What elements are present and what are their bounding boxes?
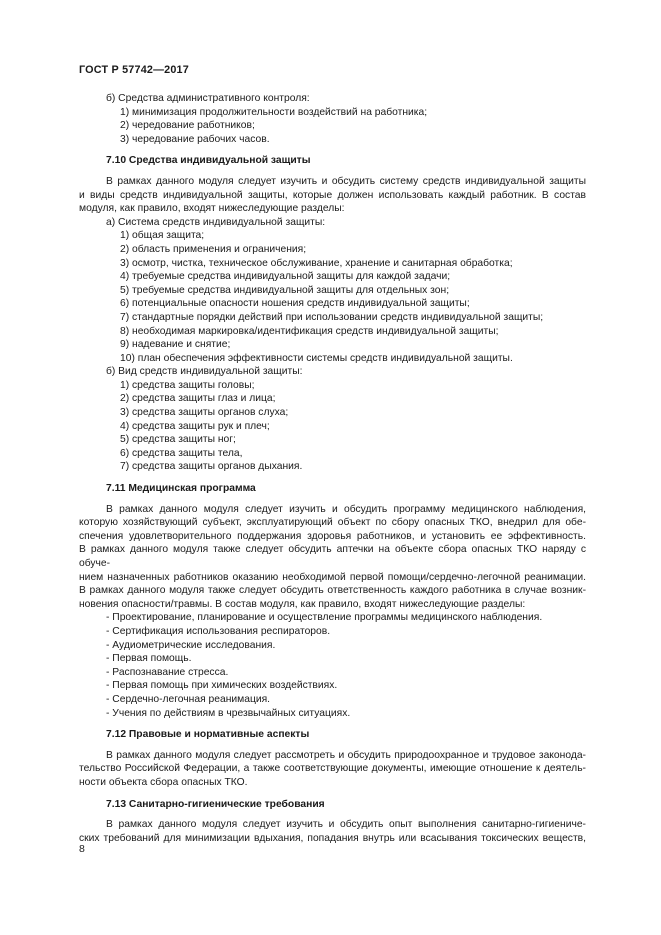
list-item: 4) требуемые средства индивидуальной защиты для каждой задачи; [120, 271, 451, 283]
section-heading-7-10: 7.10 Средства индивидуальной защиты [106, 155, 311, 167]
ppe-type-title: б) Вид средств индивидуальной защиты: [106, 366, 303, 378]
paragraph-line: нием назначенных работников оказанию необходимой первой помощи/сердечно-легочной реанимации. [79, 571, 586, 583]
section-heading-7-12: 7.12 Правовые и нормативные аспекты [106, 729, 310, 741]
paragraph-line: тельство Российской Федерации, а также соответствующие документы, имеющие отношение к деятель- [79, 763, 586, 775]
list-item: 10) план обеспечения эффективности системы средств индивидуальной защиты. [120, 352, 513, 364]
paragraph-line: В рамках данного модуля следует изучить и обсудить программу медицинского наблюдения, [106, 503, 586, 515]
list-item: - Аудиометрические исследования. [106, 639, 276, 651]
list-item: 3) осмотр, чистка, техническое обслуживание, хранение и санитарная обработка; [120, 257, 513, 269]
list-item: 1) средства защиты головы; [120, 379, 255, 391]
paragraph-line: В рамках данного модуля следует рассмотреть и обсудить природоохранное и трудовое законода- [106, 749, 586, 761]
section-heading-7-11: 7.11 Медицинская программа [106, 483, 256, 495]
document-header: ГОСТ Р 57742—2017 [79, 64, 189, 76]
paragraph-line: В рамках данного модуля следует изучить и обсудить опыт выполнения санитарно-гигиениче- [106, 819, 586, 831]
list-item: 1) общая защита; [120, 230, 205, 242]
list-item: 7) средства защиты органов дыхания. [120, 461, 303, 473]
admin-control-title: б) Средства административного контроля: [106, 93, 310, 104]
paragraph-line: ности объекта сбора опасных ТКО. [79, 776, 248, 788]
list-item: - Сертификация использования респираторов. [106, 625, 331, 637]
list-item: - Учения по действиям в чрезвычайных ситуациях. [106, 707, 351, 719]
list-item: 2) средства защиты глаз и лица; [120, 393, 276, 405]
paragraph-line: В рамках данного модуля следует изучить и обсудить систему средств индивидуальной защиты [106, 175, 586, 187]
list-item: 9) надевание и снятие; [120, 339, 231, 351]
list-item: - Первая помощь. [106, 653, 192, 665]
paragraph-line: В рамках данного модуля также следует обсудить аптечки на объекте сбора опасных ТКО наряду с обуче- [79, 544, 586, 569]
paragraph-line: новения опасности/травмы. В состав модуля, как правило, входят нижеследующие разделы: [79, 598, 526, 610]
list-item: 6) средства защиты тела, [120, 447, 243, 459]
list-item: 8) необходимая маркировка/идентификация средств индивидуальной защиты; [120, 325, 499, 337]
page-content [79, 92, 586, 845]
list-item: 5) средства защиты ног; [120, 434, 236, 446]
list-item: - Проектирование, планирование и осуществление программы медицинского наблюдения. [106, 612, 543, 624]
list-item: - Распознавание стресса. [106, 666, 229, 678]
ppe-system-title: а) Система средств индивидуальной защиты: [106, 216, 326, 228]
list-item: - Первая помощь при химических воздействиях. [106, 680, 338, 692]
list-item: 2) область применения и ограничения; [120, 243, 307, 255]
paragraph-line: ских требований для минимизации вдыхания, попадания внутрь или всасывания токсических веществ, [79, 832, 586, 844]
list-item: 3) средства защиты органов слуха; [120, 407, 289, 419]
list-item: 5) требуемые средства индивидуальной защиты для отдельных зон; [120, 284, 450, 296]
list-item: 4) средства защиты рук и плеч; [120, 420, 270, 432]
list-item: - Сердечно-легочная реанимация. [106, 693, 271, 705]
section-heading-7-13: 7.13 Санитарно-гигиенические требования [106, 798, 325, 810]
paragraph-line: В рамках данного модуля также следует обсудить ответственность каждого работника в случае возник- [79, 585, 586, 597]
list-item: 2) чередование работников; [120, 120, 255, 132]
paragraph-line: модуля, как правило, входят нижеследующие разделы: [79, 203, 345, 215]
list-item: 7) стандартные порядки действий при использовании средств индивидуальной защиты; [120, 311, 544, 323]
page-number: 8 [79, 843, 85, 855]
list-item: 6) потенциальные опасности ношения средств индивидуальной защиты; [120, 298, 470, 310]
paragraph-line: и виды средств индивидуальной защиты, которые должен использовать каждый работник. В состав [79, 189, 586, 201]
list-item: 3) чередование рабочих часов. [120, 133, 270, 145]
paragraph-line: которую хозяйствующий субъект, эксплуатирующий объект по сбору опасных ТКО, внедрил для обе- [79, 517, 586, 529]
list-item: 1) минимизация продолжительности воздействий на работника; [120, 106, 428, 118]
paragraph-line: спечения удовлетворительного поддержания здоровья работников, и установить ее эффективность. [79, 530, 586, 542]
